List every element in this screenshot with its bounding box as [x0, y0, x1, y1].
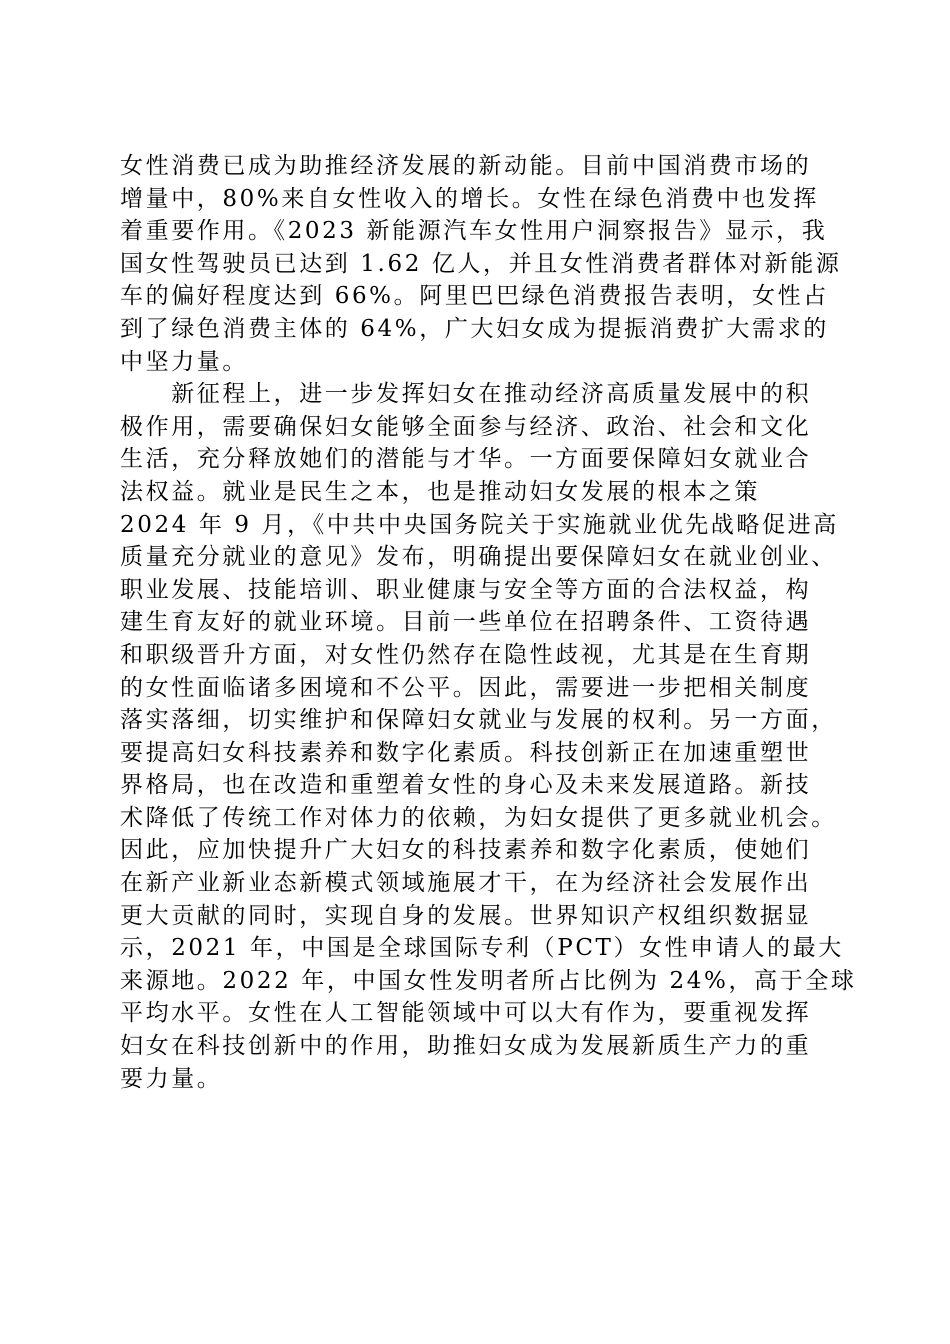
text-line: 的女性面临诸多困境和不公平。因此，需要进一步把相关制度: [120, 674, 812, 701]
text-line: 建生育友好的就业环境。目前一些单位在招聘条件、工资待遇: [120, 609, 812, 636]
text-line: 女性消费已成为助推经济发展的新动能。目前中国消费市场的: [120, 153, 812, 179]
text-line: 生活，充分释放她们的潜能与才华。一方面要保障妇女就业合: [120, 446, 812, 473]
text-line: 要提高妇女科技素养和数字化素质。科技创新正在加速重塑世: [120, 739, 812, 766]
text-line: 平均水平。女性在人工智能领域中可以大有作为，要重视发挥: [120, 1000, 812, 1027]
text-line: 示，2021 年，中国是全球国际专利（PCT）女性申请人的最大: [120, 935, 844, 962]
text-line: 着重要作用。《2023 新能源汽车女性用户洞察报告》显示，我: [120, 218, 828, 245]
text-line: 质量充分就业的意见》发布，明确提出要保障妇女在就业创业、: [120, 544, 837, 571]
text-line: 术降低了传统工作对体力的依赖，为妇女提供了更多就业机会。: [120, 804, 837, 831]
text-line: 极作用，需要确保妇女能够全面参与经济、政治、社会和文化: [120, 413, 812, 440]
text-line: 因此，应加快提升广大妇女的科技素养和数字化素质，使她们: [120, 837, 812, 864]
text-line: 落实落细，切实维护和保障妇女就业与发展的权利。另一方面，: [120, 707, 837, 734]
text-line: 和职级晋升方面，对女性仍然存在隐性歧视，尤其是在生育期: [120, 641, 812, 668]
paragraph-new-journey: [120, 378, 857, 1095]
text-line: 国女性驾驶员已达到 1.62 亿人，并且女性消费者群体对新能源: [120, 250, 842, 277]
text-line: 更大贡献的同时，实现自身的发展。世界知识产权组织数据显: [120, 902, 812, 929]
text-line: 来源地。2022 年，中国女性发明者所占比例为 24%，高于全球: [120, 967, 857, 994]
text-line: 2024 年 9 月，《中共中央国务院关于实施就业优先战略促进高: [120, 511, 839, 538]
text-line: 到了绿色消费主体的 64%，广大妇女成为提振消费扩大需求的: [120, 315, 829, 342]
text-line: 法权益。就业是民生之本，也是推动妇女发展的根本之策: [120, 478, 760, 505]
text-line: 中坚力量。: [120, 348, 248, 375]
text-line: 在新产业新业态新模式领域施展才干，在为经济社会发展作出: [120, 870, 812, 897]
text-line: 增量中，80%来自女性收入的增长。女性在绿色消费中也发挥: [120, 185, 819, 212]
paragraph-consumption: [120, 150, 840, 378]
document-body: [120, 150, 857, 1095]
text-line: 职业发展、技能培训、职业健康与安全等方面的合法权益，构: [120, 576, 812, 603]
text-line: 妇女在科技创新中的作用，助推妇女成为发展新质生产力的重: [120, 1033, 812, 1060]
text-line: 新征程上，进一步发挥妇女在推动经济高质量发展中的积: [120, 381, 812, 408]
text-line: 界格局，也在改造和重塑着女性的身心及未来发展道路。新技: [120, 772, 812, 799]
text-line: 车的偏好程度达到 66%。阿里巴巴绿色消费报告表明，女性占: [120, 283, 829, 310]
text-line: 要力量。: [120, 1065, 223, 1092]
